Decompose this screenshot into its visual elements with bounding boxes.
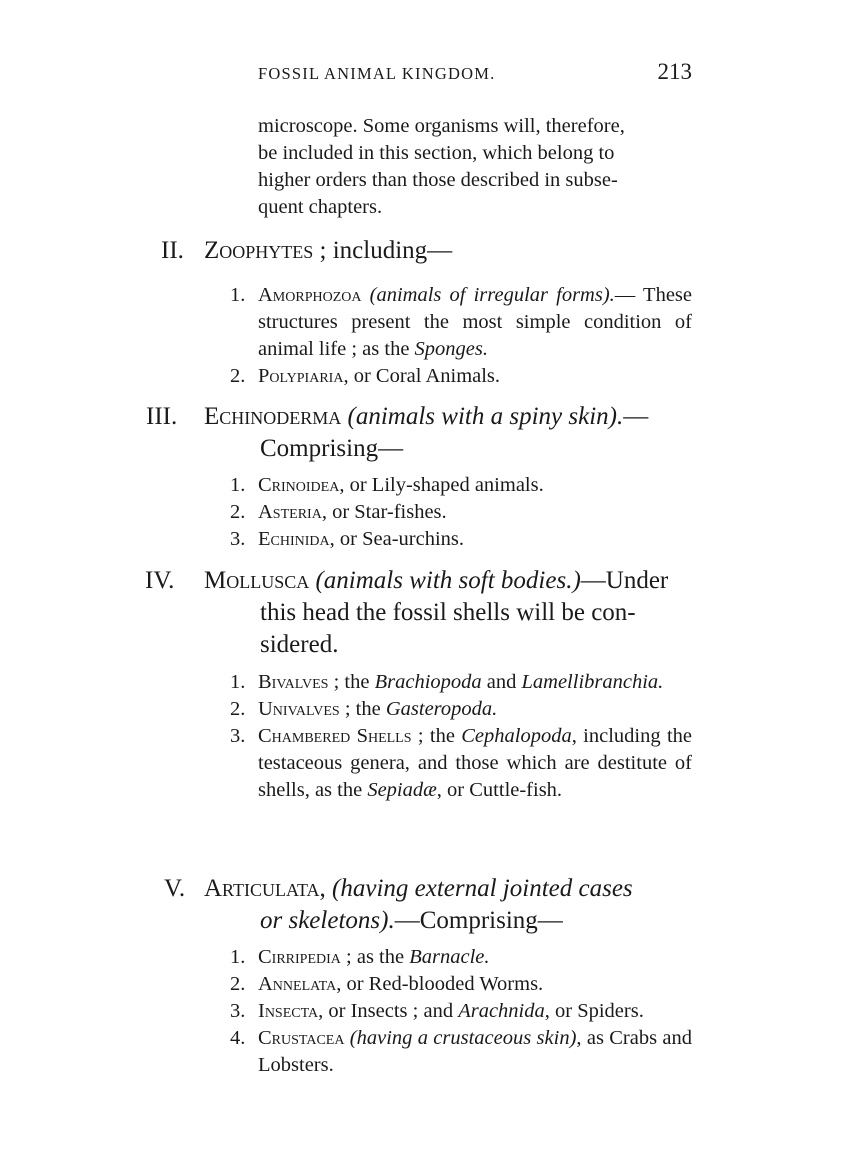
list-item [230, 1025, 692, 1079]
section-numeral: II. [161, 237, 184, 264]
intro-line: quent chapters. [258, 196, 383, 218]
section-title: Zoophytes [204, 237, 314, 264]
item-desc: , or Star-fishes. [321, 501, 447, 523]
section-heading-line: this head the fossil shells will be con- [260, 599, 636, 626]
item-desc: , or Sea-urchins. [329, 528, 464, 550]
subsection-list [230, 669, 692, 804]
item-italic: (animals of irregular forms). [369, 284, 615, 306]
section-numeral: V. [164, 875, 186, 902]
section-subtitle: (animals with a spiny skin). [347, 403, 624, 430]
section-heading-line: sidered. [260, 631, 339, 658]
item-number: 3. [230, 528, 246, 550]
item-name: Crustacea [258, 1027, 345, 1049]
item-desc: , or Spiders. [544, 1000, 644, 1022]
item-number: 4. [230, 1027, 246, 1049]
section-heading-rest: —Comprising— [394, 907, 563, 934]
list-item [230, 971, 692, 998]
item-desc: , or Coral Animals. [343, 365, 501, 387]
section-heading-rest: ; including— [313, 237, 453, 264]
intro-paragraph [258, 113, 692, 221]
page-header [258, 59, 692, 92]
item-desc: ; the [339, 698, 386, 720]
item-desc: — These structures present the most simple condition of animal life ; as the [258, 284, 693, 360]
list-item [230, 472, 692, 499]
item-number: 1. [230, 474, 246, 496]
section-heading [204, 235, 692, 267]
section-subtitle: or skeletons). [260, 907, 395, 934]
item-number: 3. [230, 1000, 246, 1022]
item-italic: (having a crustaceous skin) [349, 1027, 577, 1049]
section-numeral: IV. [145, 567, 175, 594]
item-desc: , as Crabs and Lobsters. [258, 1027, 692, 1076]
list-item [230, 696, 692, 723]
item-desc: , or Insects ; and [318, 1000, 459, 1022]
item-name: Polypiaria [258, 365, 344, 387]
list-item [230, 723, 692, 804]
page-number: 213 [657, 59, 692, 84]
running-head: FOSSIL ANIMAL KINGDOM. [258, 64, 496, 83]
item-desc: , or Lily-shaped animals. [339, 474, 544, 496]
item-name: Chambered Shells [258, 725, 412, 747]
item-italic: Brachiopoda [374, 671, 482, 693]
item-name: Univalves [258, 698, 340, 720]
section-title: Echinoderma [204, 403, 342, 430]
subsection-list [230, 472, 692, 553]
item-desc: , including the testaceous genera, and those which are destitute of shells, as the [258, 725, 692, 801]
item-number: 1. [230, 284, 246, 306]
item-number: 2. [230, 365, 246, 387]
item-desc: , or Cuttle-fish. [436, 779, 563, 801]
item-name: Echinida [258, 528, 330, 550]
item-number: 1. [230, 946, 246, 968]
item-name: Crinoidea [258, 474, 340, 496]
item-desc: , or Red-blooded Worms. [336, 973, 544, 995]
section-heading-rest: — [623, 403, 649, 430]
item-desc: and [481, 671, 522, 693]
item-name: Annelata [258, 973, 337, 995]
item-number: 2. [230, 501, 246, 523]
intro-line: be included in this section, which belong to [258, 142, 615, 164]
section-heading [204, 565, 692, 661]
list-item [230, 499, 692, 526]
section-title: Articulata [204, 875, 320, 902]
item-number: 1. [230, 671, 246, 693]
section-subtitle: (having external jointed cases [332, 875, 633, 902]
item-italic: Gasteropoda. [385, 698, 498, 720]
list-item [230, 282, 692, 363]
intro-line: microscope. Some organisms will, therefore, [258, 115, 625, 137]
section-heading-rest: —Under [580, 567, 669, 594]
item-desc: ; the [328, 671, 375, 693]
item-italic: Lamellibranchia. [521, 671, 664, 693]
subsection-list [230, 944, 692, 1079]
item-desc: ; as the [340, 946, 410, 968]
item-italic: Sponges. [414, 338, 488, 360]
item-number: 2. [230, 973, 246, 995]
section-subtitle: (animals with soft bodies.) [315, 567, 581, 594]
item-name: Insecta [258, 1000, 319, 1022]
item-number: 3. [230, 725, 246, 747]
item-name: Amorphozoa [258, 284, 362, 306]
item-italic: Sepiadæ [367, 779, 437, 801]
section-title: Mollusca [204, 567, 310, 594]
list-item [230, 998, 692, 1025]
section-heading-line: Comprising— [260, 435, 404, 462]
section-heading-line [204, 905, 692, 937]
section-numeral: III. [146, 403, 178, 430]
subsection-list [230, 282, 692, 390]
section-heading: Articulata, (having external jointed cases or skeletons).—Comprising— [204, 873, 692, 937]
list-item [230, 363, 692, 390]
item-desc: ; the [411, 725, 462, 747]
item-italic: Barnacle. [409, 946, 490, 968]
item-italic: Cephalopoda [461, 725, 572, 747]
list-item [230, 526, 692, 553]
item-name: Bivalves [258, 671, 329, 693]
intro-line: higher orders than those described in subse- [258, 169, 618, 191]
item-number: 2. [230, 698, 246, 720]
section-heading [204, 401, 692, 465]
item-italic: Arachnida [458, 1000, 545, 1022]
item-name: Cirripedia [258, 946, 341, 968]
list-item [230, 944, 692, 971]
item-name: Asteria [258, 501, 322, 523]
list-item [230, 669, 692, 696]
